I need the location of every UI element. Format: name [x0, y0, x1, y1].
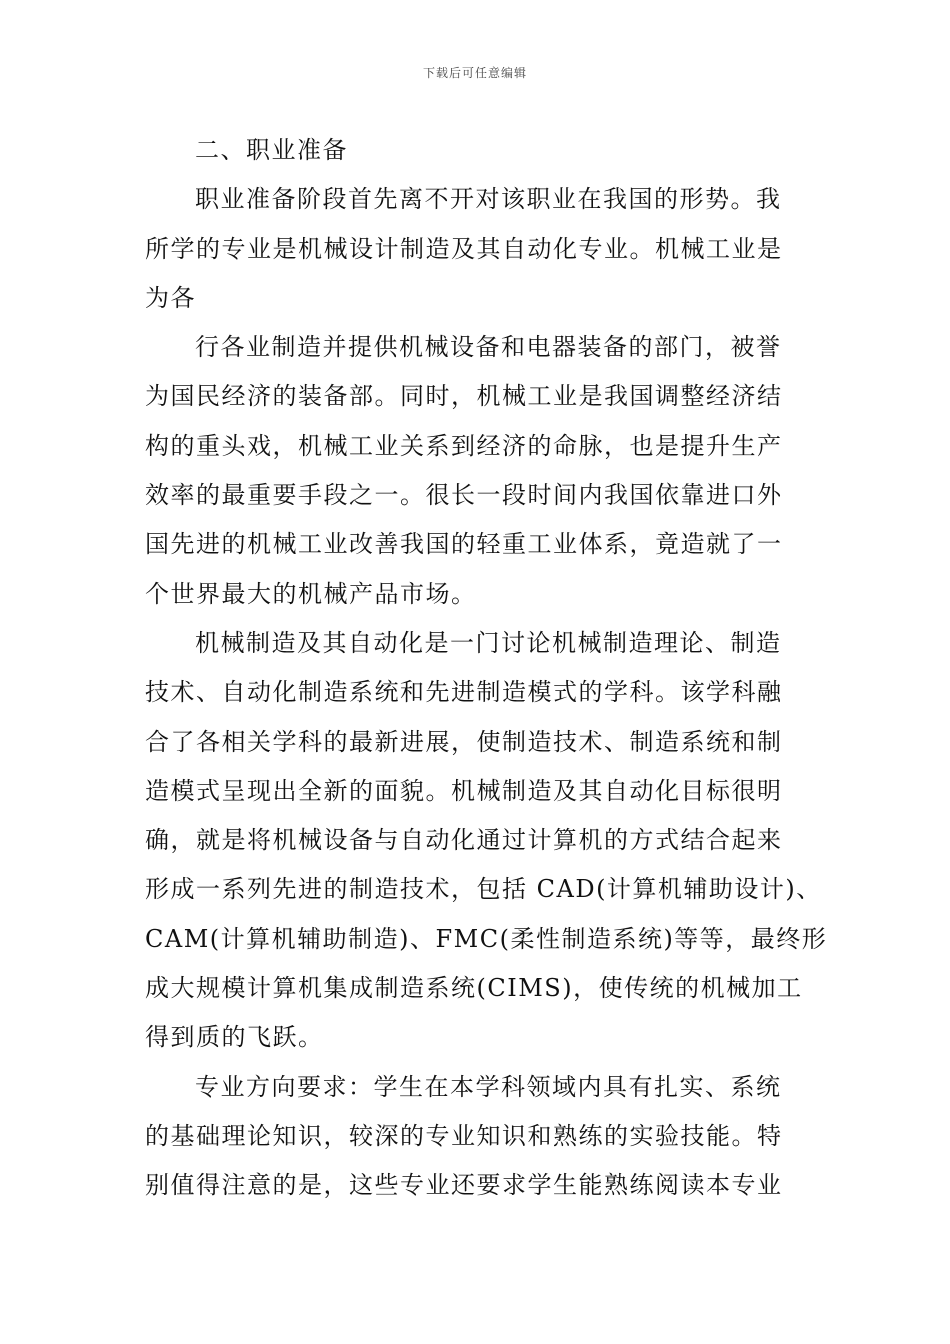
text-line: 合了各相关学科的最新进展，使制造技术、制造系统和制	[145, 727, 783, 756]
text-line: 别值得注意的是，这些专业还要求学生能熟练阅读本专业	[145, 1171, 783, 1200]
text-line: 确，就是将机械设备与自动化通过计算机的方式结合起来	[145, 826, 783, 855]
page-header: 下载后可任意编辑	[422, 66, 527, 80]
text-line: 技术、自动化制造系统和先进制造模式的学科。该学科融	[145, 678, 783, 707]
text-line: 机械制造及其自动化是一门讨论机械制造理论、制造	[195, 628, 782, 657]
text-line: 构的重头戏，机械工业关系到经济的命脉，也是提升生产	[145, 431, 783, 460]
text-line: 个世界最大的机械产品市场。	[145, 579, 477, 608]
text-line: 为国民经济的装备部。同时，机械工业是我国调整经济结	[145, 382, 783, 411]
text-line: 为各	[145, 283, 196, 312]
text-line: 所学的专业是机械设计制造及其自动化专业。机械工业是	[145, 234, 783, 263]
text-line: 二、职业准备	[195, 136, 348, 164]
document-body	[145, 126, 828, 1211]
text-line: 职业准备阶段首先离不开对该职业在我国的形势。我	[195, 185, 782, 214]
text-line: 得到质的飞跃。	[145, 1023, 324, 1052]
text-line: 效率的最重要手段之一。很长一段时间内我国依靠进口外	[145, 481, 783, 510]
text-line: 专业方向要求：学生在本学科领域内具有扎实、系统	[195, 1072, 782, 1101]
text-line: 行各业制造并提供机械设备和电器装备的部门，被誉	[195, 333, 782, 362]
text-line: 形成一系列先进的制造技术，包括 CAD(计算机辅助设计)、	[145, 875, 822, 904]
text-line: 的基础理论知识，较深的专业知识和熟练的实验技能。特	[145, 1121, 783, 1150]
text-line: 成大规模计算机集成制造系统(CIMS)，使传统的机械加工	[145, 974, 803, 1003]
text-line: 国先进的机械工业改善我国的轻重工业体系，竟造就了一	[145, 530, 783, 559]
text-line: CAM(计算机辅助制造)、FMC(柔性制造系统)等等，最终形	[145, 924, 828, 953]
text-line: 造模式呈现出全新的面貌。机械制造及其自动化目标很明	[145, 776, 783, 805]
